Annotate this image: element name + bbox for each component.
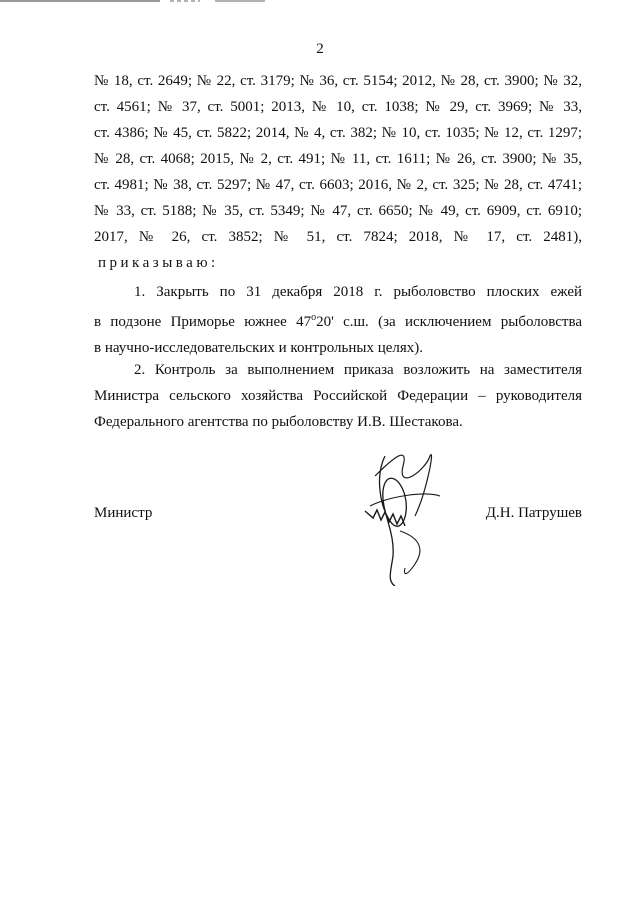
item-1-line: в научно-исследовательских и контрольных целях). [94,340,424,356]
order-word: приказываю: [98,255,219,271]
order-item-2 [94,357,582,435]
body-line: № 33, ст. 5188; № 35, ст. 5349; № 47, ст. 6650; № 49, ст. 6909, ст. 6910; [94,203,582,219]
scan-artifact-line [0,0,300,8]
legal-references-paragraph [94,68,582,276]
item-1-line: в подзоне Приморье южнее $47^о20'$ с.ш. (за исключением рыболовства [94,312,582,330]
body-line: ст. 4561; № 37, ст. 5001; 2013, № 10, ст. 1038; № 29, ст. 3969; № 33, [94,99,582,115]
signatory-title: Министр [94,505,153,521]
item-2-line: Федерального агентства по рыболовству И.В. Шестакова. [94,414,463,430]
item-2-line: 2. Контроль за выполнением приказа возложить на заместителя [134,362,582,378]
order-item-1 [94,279,582,361]
signatory-name: Д.Н. Патрушев [485,505,582,521]
body-line: 2017, № 26, ст. 3852; № 51, ст. 7824; 2018, № 17, ст. 2481), [94,229,582,245]
handwritten-signature [355,436,445,586]
body-line: № 18, ст. 2649; № 22, ст. 3179; № 36, ст. 5154; 2012, № 28, ст. 3900; № 32, [94,73,582,89]
body-line: ст. 4981; № 38, ст. 5297; № 47, ст. 6603; 2016, № 2, ст. 325; № 28, ст. 4741; [94,177,582,193]
item-2-line: Министра сельского хозяйства Российской Федерации – руководителя [94,388,582,404]
page-number: 2 [316,41,324,57]
body-line: ст. 4386; № 45, ст. 5822; 2014, № 4, ст. 382; № 10, ст. 1035; № 12, ст. 1297; [94,125,582,141]
body-line: № 28, ст. 4068; 2015, № 2, ст. 491; № 11, ст. 1611; № 26, ст. 3900; № 35, [94,151,582,167]
item-1-line: 1. Закрыть по 31 декабря 2018 г. рыболовство плоских ежей [134,284,582,300]
